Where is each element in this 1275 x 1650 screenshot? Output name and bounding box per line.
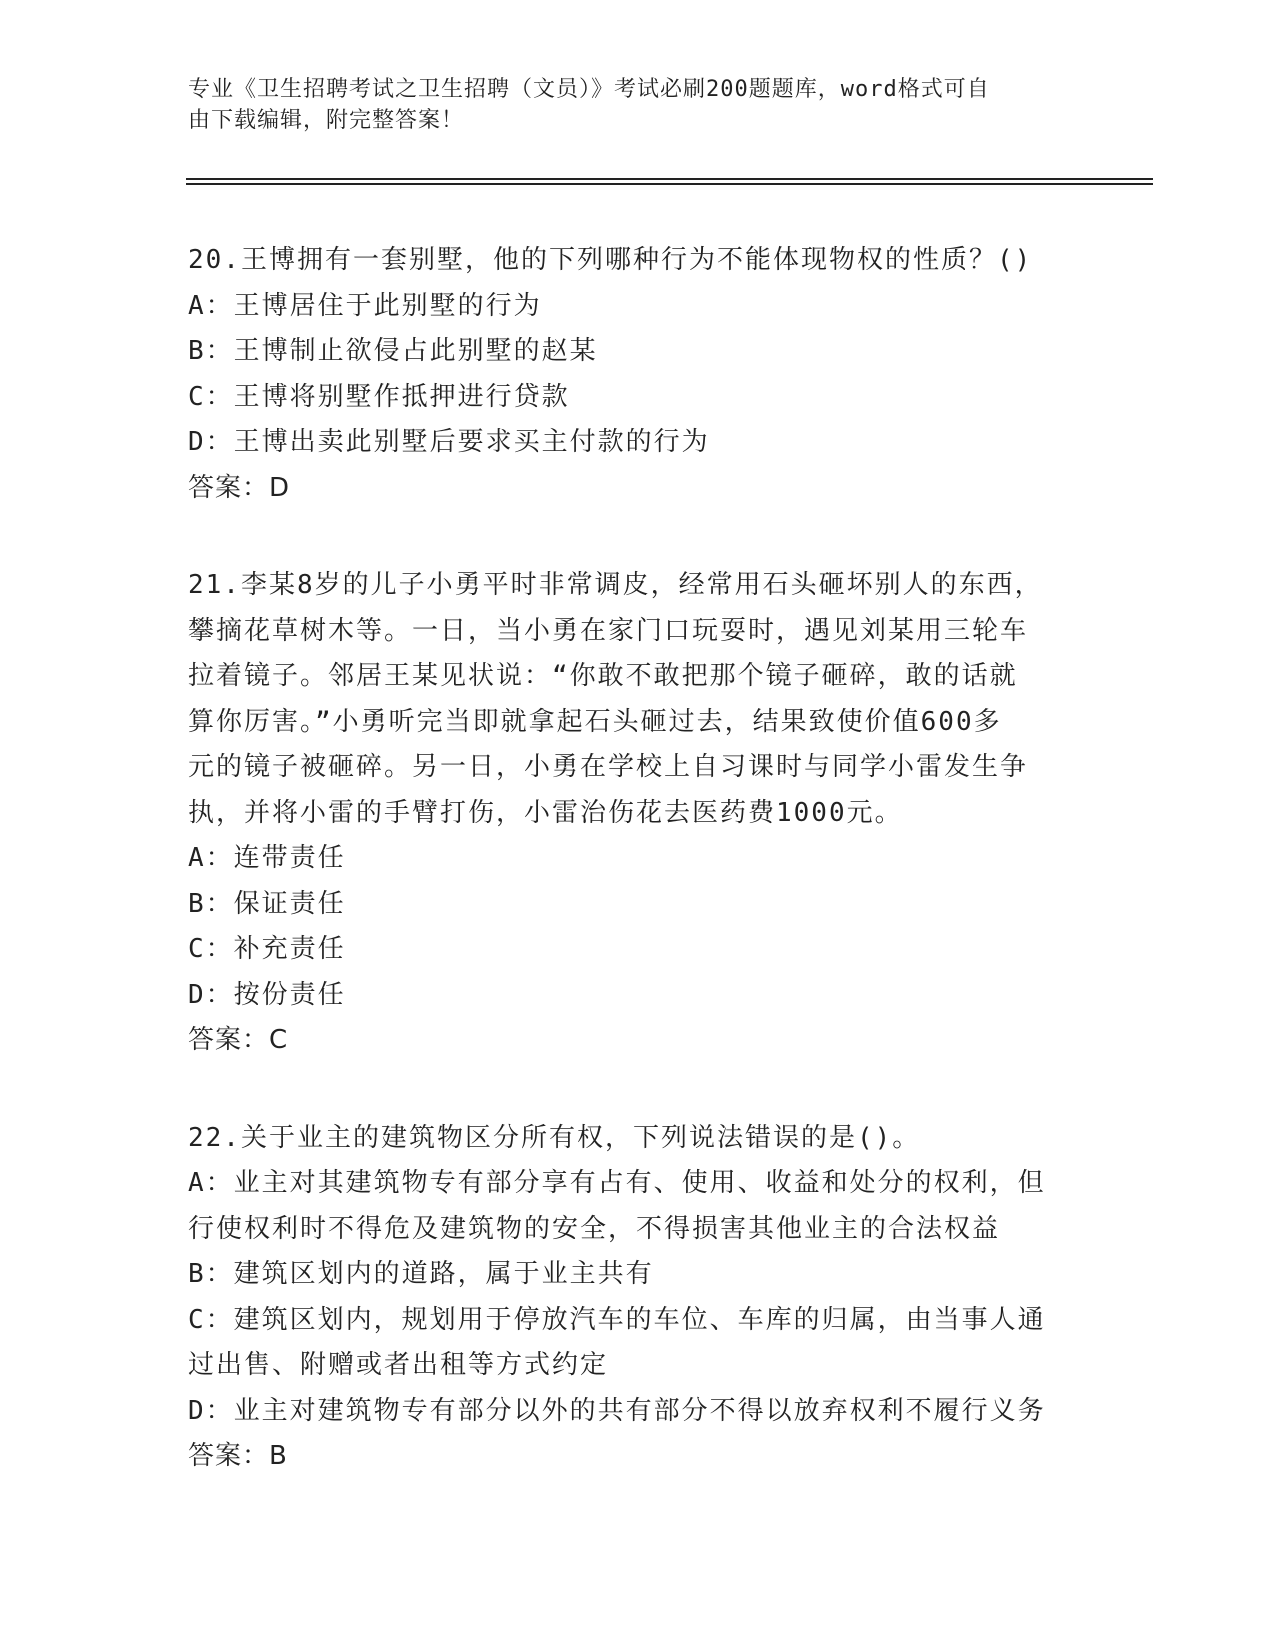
question-line: 算你厉害。”小勇听完当即就拿起石头砸过去，结果致使价值600多 xyxy=(188,706,1002,737)
option-line: 过出售、附赠或者出租等方式约定 xyxy=(188,1350,609,1380)
option-d xyxy=(188,973,1088,1019)
question-text xyxy=(188,238,1088,284)
option-line: C：建筑区划内，规划用于停放汽车的车位、车库的归属，由当事人通 xyxy=(188,1304,1046,1335)
answer: 答案：D xyxy=(188,472,291,503)
option-line: B：保证责任 xyxy=(188,888,346,919)
option-d xyxy=(188,420,1088,466)
question-line: 拉着镜子。邻居王某见状说：“你敢不敢把那个镜子砸碎，敢的话就 xyxy=(188,661,1018,691)
header-line-2: 由下载编辑，附完整答案！ xyxy=(188,108,465,133)
option-c xyxy=(188,1298,1088,1389)
option-b xyxy=(188,882,1088,928)
document-header xyxy=(188,74,1088,136)
option-line: B：建筑区划内的道路，属于业主共有 xyxy=(188,1259,654,1289)
option-line: D：业主对建筑物专有部分以外的共有部分不得以放弃权利不履行义务 xyxy=(188,1395,1046,1426)
question-text xyxy=(188,563,1088,836)
option-line: A：业主对其建筑物专有部分享有占有、使用、收益和处分的权利，但 xyxy=(188,1168,1046,1198)
header-divider-bottom xyxy=(186,183,1153,185)
option-c xyxy=(188,927,1088,973)
option-line: D：按份责任 xyxy=(188,979,346,1010)
answer: 答案：B xyxy=(188,1441,288,1471)
header-divider-top xyxy=(186,178,1153,180)
question-line: 攀摘花草树木等。一日，当小勇在家门口玩耍时，遇见刘某用三轮车 xyxy=(188,615,1029,646)
option-line: C：补充责任 xyxy=(188,934,346,964)
option-a xyxy=(188,836,1088,882)
option-c xyxy=(188,375,1088,421)
question-line: 22.关于业主的建筑物区分所有权，下列说法错误的是()。 xyxy=(188,1122,921,1153)
option-b xyxy=(188,329,1088,375)
question-21 xyxy=(188,563,1088,1064)
question-line: 执，并将小雷的手臂打伤，小雷治伤花去医药费1000元。 xyxy=(188,797,903,828)
option-line: A：连带责任 xyxy=(188,843,346,873)
header-line-1: 专业《卫生招聘考试之卫生招聘（文员）》考试必刷200题题库，word格式可自 xyxy=(188,77,990,102)
option-b xyxy=(188,1252,1088,1298)
answer: 答案：C xyxy=(188,1025,289,1055)
option-line: A：王博居住于此别墅的行为 xyxy=(188,290,542,321)
question-20 xyxy=(188,238,1088,511)
question-line: 21.李某8岁的儿子小勇平时非常调皮，经常用石头砸坏别人的东西， xyxy=(188,570,1043,600)
option-d xyxy=(188,1389,1088,1435)
option-line: D：王博出卖此别墅后要求买主付款的行为 xyxy=(188,427,710,457)
option-line: C：王博将别墅作抵押进行贷款 xyxy=(188,381,570,412)
question-line: 元的镜子被砸碎。另一日，小勇在学校上自习课时与同学小雷发生争 xyxy=(188,752,1029,782)
question-text xyxy=(188,1116,1088,1162)
question-22 xyxy=(188,1116,1088,1480)
question-list xyxy=(188,238,1088,1532)
option-line: B：王博制止欲侵占此别墅的赵某 xyxy=(188,336,598,366)
question-line: 20.王博拥有一套别墅，他的下列哪种行为不能体现物权的性质？() xyxy=(188,245,1033,275)
option-line: 行使权利时不得危及建筑物的安全，不得损害其他业主的合法权益 xyxy=(188,1213,1001,1244)
option-a xyxy=(188,1161,1088,1252)
option-a xyxy=(188,284,1088,330)
